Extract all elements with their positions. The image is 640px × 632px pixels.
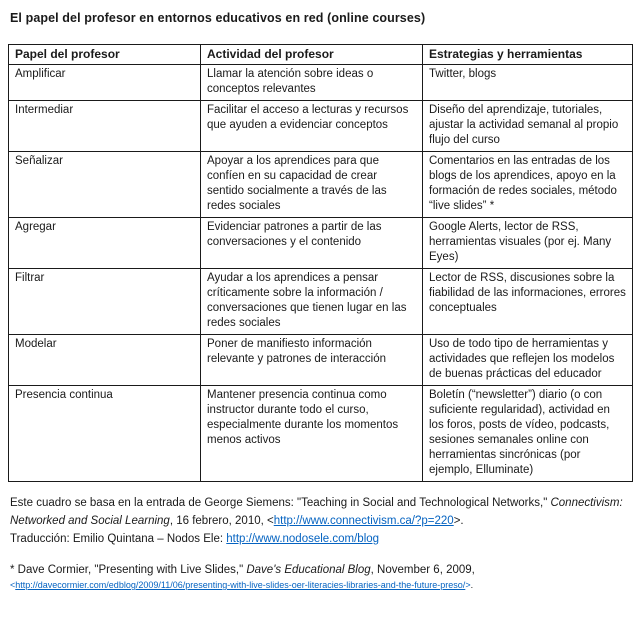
footnote-text: <	[10, 580, 16, 590]
papel-cell: Modelar	[9, 335, 201, 386]
header-row	[9, 45, 633, 65]
table-row-amplificar	[9, 65, 633, 101]
papel-cell: Agregar	[9, 218, 201, 269]
papel-cell: Filtrar	[9, 269, 201, 335]
attribution-paragraph	[10, 494, 632, 548]
footnote-url-line	[10, 580, 473, 590]
estrategias-cell: Uso de todo tipo de herramientas y actividades que reflejen los modelos de buenas prácticas del educador	[423, 335, 633, 386]
table-row-presencia-continua	[9, 386, 633, 482]
footnote-paragraph	[10, 563, 632, 593]
estrategias-cell: Boletín (“newsletter”) diario (o con suficiente regularidad), actividad en los foros, posts de vídeo, podcasts, sesiones semanales online con herramientas sincrónicas (por ejemplo, Elluminate)	[423, 386, 633, 482]
column-header-actividad: Actividad del profesor	[201, 45, 423, 65]
papel-cell: Amplificar	[9, 65, 201, 101]
actividad-cell: Ayudar a los aprendices a pensar críticamente sobre la información / conversaciones que tienen lugar en las redes sociales	[201, 269, 423, 335]
footnote-text: , November 6, 2009,	[370, 564, 475, 576]
table-row-senalizar	[9, 152, 633, 218]
actividad-cell: Llamar la atención sobre ideas o conceptos relevantes	[201, 65, 423, 101]
actividad-cell: Mantener presencia continua como instructor durante todo el curso, especialmente durante los momentos menos activos	[201, 386, 423, 482]
roles-table	[8, 44, 633, 482]
footnote-text: >	[465, 580, 471, 590]
papel-cell: Señalizar	[9, 152, 201, 218]
actividad-cell: Evidenciar patrones a partir de las conversaciones y el contenido	[201, 218, 423, 269]
table-row-modelar	[9, 335, 633, 386]
estrategias-cell: Lector de RSS, discusiones sobre la fiabilidad de las informaciones, errores conceptuales	[423, 269, 633, 335]
actividad-cell: Poner de manifiesto información relevante y patrones de interacción	[201, 335, 423, 386]
papel-cell: Intermediar	[9, 101, 201, 152]
table-row-intermediar	[9, 101, 633, 152]
attribution-text: >.	[453, 515, 464, 527]
attribution-text: , 16 febrero, 2010, <	[169, 515, 274, 527]
connectivism-link[interactable]: http://www.connectivism.ca/?p=220	[273, 515, 454, 527]
actividad-cell: Facilitar el acceso a lecturas y recursos que ayuden a evidenciar conceptos	[201, 101, 423, 152]
estrategias-cell: Twitter, blogs	[423, 65, 633, 101]
nodosele-link[interactable]: http://www.nodosele.com/blog	[226, 533, 380, 545]
attribution-text: Este cuadro se basa en la entrada de George Siemens: "Teaching in Social and Technological Networks,"	[10, 497, 551, 509]
footnote-text: .	[470, 580, 474, 590]
papel-cell: Presencia continua	[9, 386, 201, 482]
table-row-filtrar	[9, 269, 633, 335]
page-title: El papel del profesor en entornos educativos en red (online courses)	[10, 11, 426, 25]
estrategias-cell: Diseño del aprendizaje, tutoriales, ajustar la actividad semanal al propio flujo del curso	[423, 101, 633, 152]
attribution-source-title: Connectivism: Networked and Social Learning	[10, 497, 623, 527]
estrategias-cell: Comentarios en las entradas de los blogs de los aprendices, apoyo en la formación de redes sociales, método “live slides” *	[423, 152, 633, 218]
actividad-cell: Apoyar a los aprendices para que confíen en su capacidad de crear sentido socialmente a través de las redes sociales	[201, 152, 423, 218]
table-row-agregar	[9, 218, 633, 269]
davecormier-link[interactable]: http://davecormier.com/edblog/2009/11/06/presenting-with-live-slides-oer-literacies-libraries-and-the-future-preso/	[15, 580, 466, 590]
estrategias-cell: Google Alerts, lector de RSS, herramientas visuales (por ej. Many Eyes)	[423, 218, 633, 269]
footnote-text: * Dave Cormier, "Presenting with Live Slides,"	[10, 564, 247, 576]
column-header-estrategias: Estrategias y herramientas	[423, 45, 633, 65]
footnote-source-title: Dave's Educational Blog	[246, 564, 371, 576]
translation-text: Traducción: Emilio Quintana – Nodos Ele:	[10, 533, 227, 545]
column-header-papel: Papel del profesor	[9, 45, 201, 65]
